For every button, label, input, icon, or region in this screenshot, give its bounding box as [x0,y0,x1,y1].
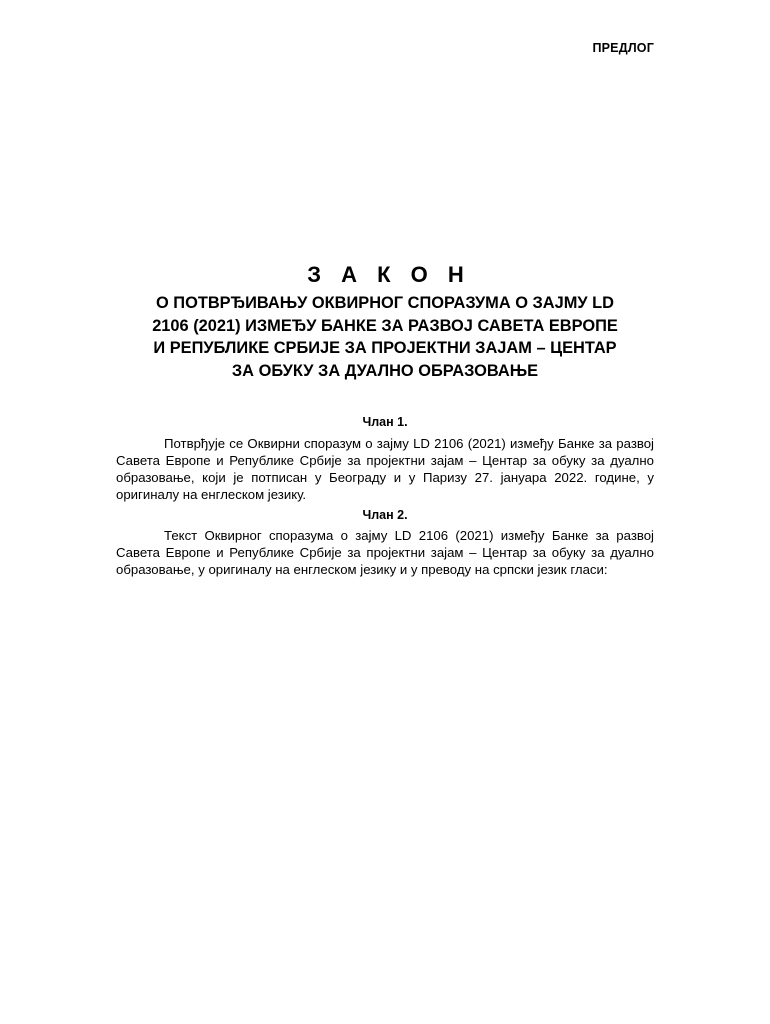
proposal-label: ПРЕДЛОГ [592,41,654,55]
article-1-heading: Члан 1. [362,415,408,429]
law-title: О ПОТВРЂИВАЊУ ОКВИРНОГ СПОРАЗУМА О ЗАЈМУ LD 2106 (2021) ИЗМЕЂУ БАНКЕ ЗА РАЗВОЈ САВЕТА ЕВРОПЕ И РЕПУБЛИКЕ СРБИЈЕ ЗА ПРОЈЕКТНИ ЗАЈАМ – ЦЕНТАР ЗА ОБУКУ ЗА ДУАЛНО ОБРАЗОВАЊЕ [152,294,618,380]
article-2-text: Текст Оквирног споразума о зајму LD 2106 (2021) између Банке за развој Савета Европе и Републике Србије за пројектни зајам – Центар за обуку за дуално образовање, у оригиналу на енглеском језику и у преводу на српски језик гласи: [116,528,654,577]
article-2-heading: Члан 2. [362,508,408,522]
article-1-text: Потврђује се Оквирни споразум о зајму LD 2106 (2021) између Банке за развој Савета Европе и Републике Србије за пројектни зајам – Центар за обуку за дуално образовање, који је потписан у Београду и у Паризу 27. јануара 2022. године, у оригиналу на енглеском језику. [116,436,654,502]
law-heading: З А К О Н [307,262,471,287]
